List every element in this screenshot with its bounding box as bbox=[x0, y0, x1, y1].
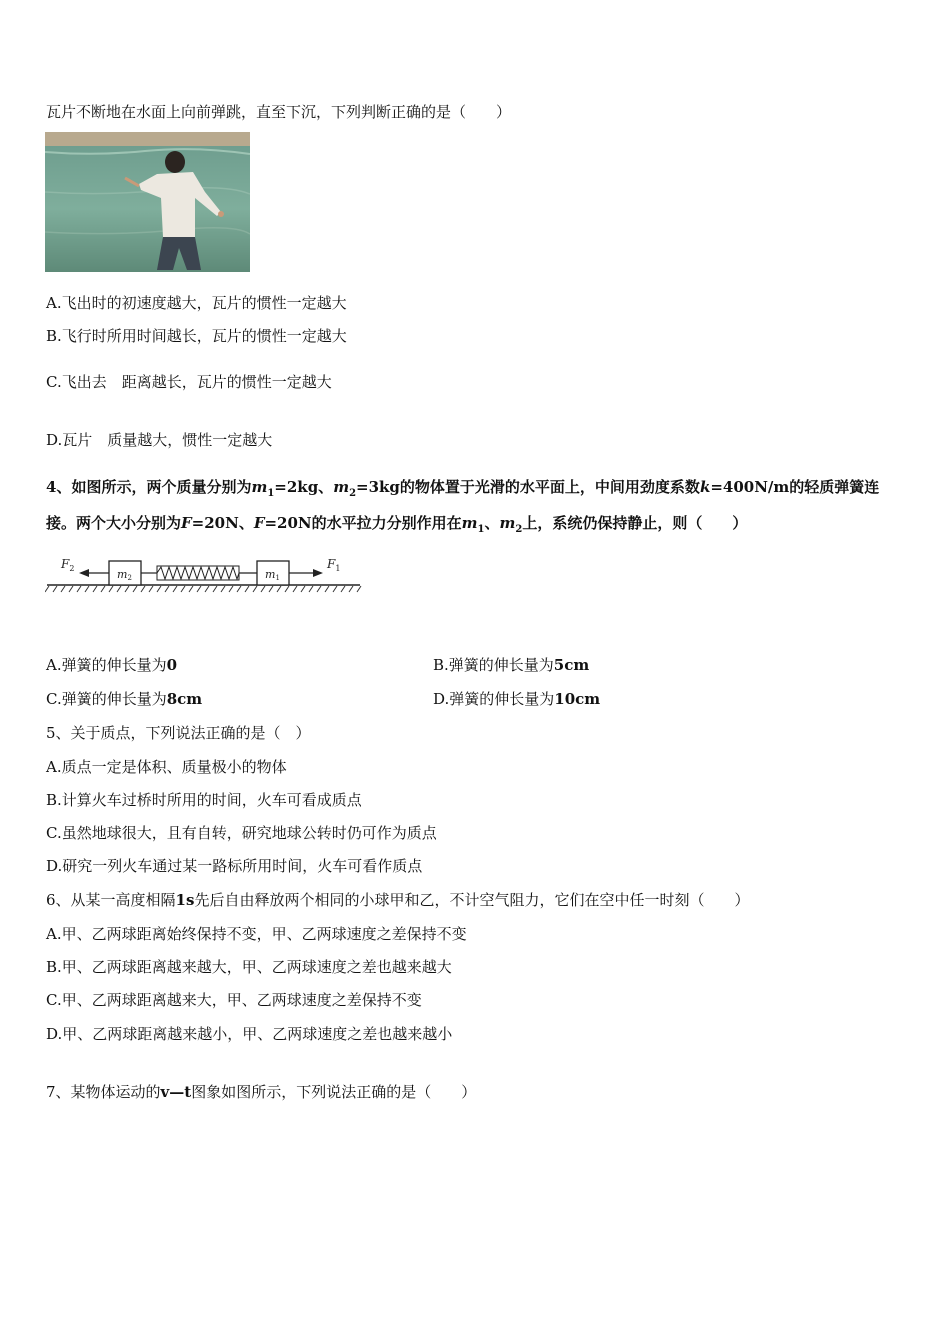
q5-option-b: B.计算火车过桥时所用的时间，火车可看成质点 bbox=[46, 791, 362, 809]
q5-option-c: C.虽然地球很大，且有自转，研究地球公转时仍可作为质点 bbox=[46, 824, 437, 842]
q7-stem: 7、某物体运动的v—t图象如图所示，下列说法正确的是（ ） bbox=[46, 1083, 477, 1101]
q5-option-d: D.研究一列火车通过某一路标所用时间，火车可看作质点 bbox=[46, 857, 423, 875]
q4-option-a: A.弹簧的伸长量为0 bbox=[46, 656, 178, 674]
q4-option-b: B.弹簧的伸长量为5cm bbox=[433, 656, 590, 674]
spring-blocks-diagram bbox=[45, 552, 363, 596]
f2-label: $F_2$ bbox=[61, 557, 75, 573]
q4-stem-line1: 4、如图所示，两个质量分别为$m_1=2kg$、$m_2=3kg$的物体置于光滑的水平面上，中间用劲度系数k=400N/m的轻质弹簧连 bbox=[46, 478, 880, 499]
q6-option-b: B.甲、乙两球距离越来越大，甲、乙两球速度之差也越来越大 bbox=[46, 958, 452, 976]
q3-option-d: D.瓦片 质量越大，惯性一定越大 bbox=[46, 431, 273, 449]
f1-label: $F_1$ bbox=[327, 557, 341, 573]
q6-option-a: A.甲、乙两球距离始终保持不变，甲、乙两球速度之差保持不变 bbox=[46, 925, 467, 943]
q5-stem: 5、关于质点，下列说法正确的是（ ） bbox=[46, 724, 311, 742]
q3-stem: 瓦片不断地在水面上向前弹跳，直至下沉，下列判断正确的是（ ） bbox=[46, 103, 512, 121]
q3-option-c: C.飞出去 距离越长，瓦片的惯性一定越大 bbox=[46, 373, 332, 391]
stone-skipping-photo bbox=[45, 132, 250, 272]
q4-stem-line2: 接。两个大小分别为F=20N、F=20N的水平拉力分别作用在$m_1$、$m_2$上，系统仍保持静止，则（ ） bbox=[46, 514, 748, 535]
m2-block-label: m2 bbox=[117, 568, 132, 582]
q6-option-d: D.甲、乙两球距离越来越小，甲、乙两球速度之差也越来越小 bbox=[46, 1025, 453, 1043]
q3-option-b: B.飞行时所用时间越长，瓦片的惯性一定越大 bbox=[46, 327, 347, 345]
q4-option-c: C.弹簧的伸长量为8cm bbox=[46, 690, 203, 708]
m1-block-label: m1 bbox=[265, 568, 280, 582]
q5-option-a: A.质点一定是体积、质量极小的物体 bbox=[46, 758, 287, 776]
q3-option-a: A.飞出时的初速度越大，瓦片的惯性一定越大 bbox=[46, 294, 347, 312]
q6-option-c: C.甲、乙两球距离越来大，甲、乙两球速度之差保持不变 bbox=[46, 991, 422, 1009]
q4-option-d: D.弹簧的伸长量为10cm bbox=[433, 690, 601, 708]
q6-stem: 6、从某一高度相隔1s先后自由释放两个相同的小球甲和乙，不计空气阻力，它们在空中任一时刻（ ） bbox=[46, 891, 750, 909]
